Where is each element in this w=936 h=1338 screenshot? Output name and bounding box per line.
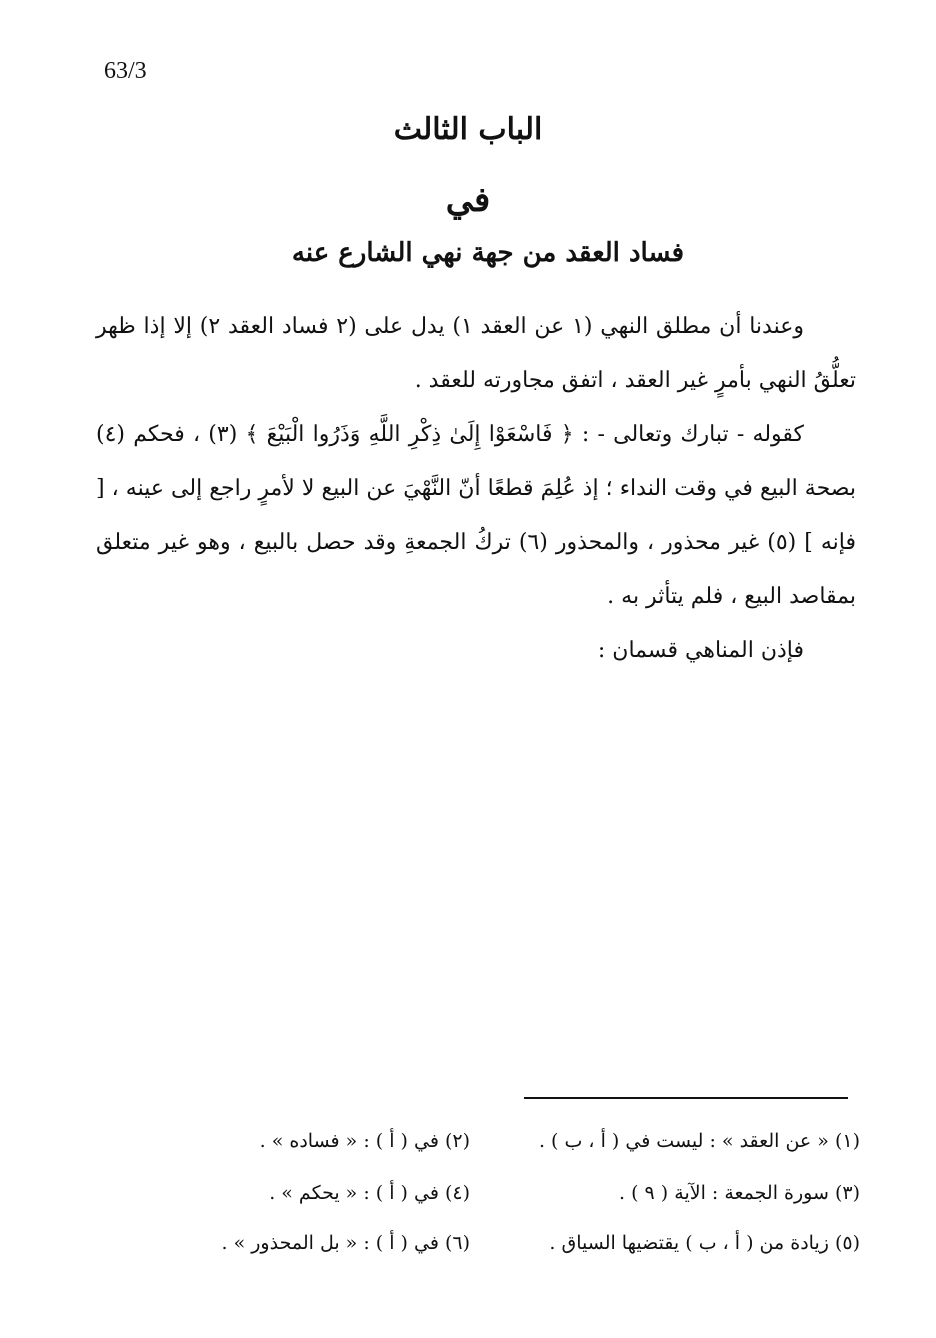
main-text — [96, 300, 856, 678]
footnotes — [100, 1120, 860, 1270]
paragraph-1: وعندنا أن مطلق النهي (١ عن العقد ١) يدل على (٢ فساد العقد ٢) إلا إذا ظهر تعلُّقُ النهي بأمرٍ غير العقد ، اتفق مجاورته للعقد . — [96, 314, 856, 393]
footnote-4: (٤) في ( أ ) : « يحكم » . — [269, 1182, 470, 1204]
page-number: 63/3 — [104, 58, 147, 84]
chapter-subtitle: في — [445, 180, 491, 220]
footnote-6: (٦) في ( أ ) : « بل المحذور » . — [221, 1232, 470, 1254]
section-title: فساد العقد من جهة نهي الشارع عنه — [291, 238, 685, 268]
footnote-5: (٥) زيادة من ( أ ، ب ) يقتضيها السياق . — [549, 1232, 860, 1254]
paragraph-2: كقوله - تبارك وتعالى - : ﴿ فَاسْعَوْا إِلَىٰ ذِكْرِ اللَّهِ وَذَرُوا الْبَيْعَ ﴾ (٣) ، فحكم (٤) بصحة البيع في وقت النداء ؛ إذ عُلِمَ قطعًا أنّ النَّهْيَ عن البيع لا لأمرٍ راجع إلى عينه ، [ فإنه ] (٥) غير محذور ، والمحذور (٦) تركُ الجمعةِ وقد حصل بالبيع ، وهو غير متعلق بمقاصد البيع ، فلم يتأثر به . — [96, 422, 856, 609]
paragraph-3: فإذن المناهي قسمان : — [597, 638, 804, 663]
footnote-1: (١) « عن العقد » : ليست في ( أ ، ب ) . — [538, 1130, 860, 1152]
footnote-divider — [524, 1097, 848, 1099]
footnote-2: (٢) في ( أ ) : « فساده » . — [259, 1130, 470, 1152]
footnote-3: (٣) سورة الجمعة : الآية ( ٩ ) . — [619, 1182, 860, 1204]
chapter-title: الباب الثالث — [393, 112, 543, 147]
